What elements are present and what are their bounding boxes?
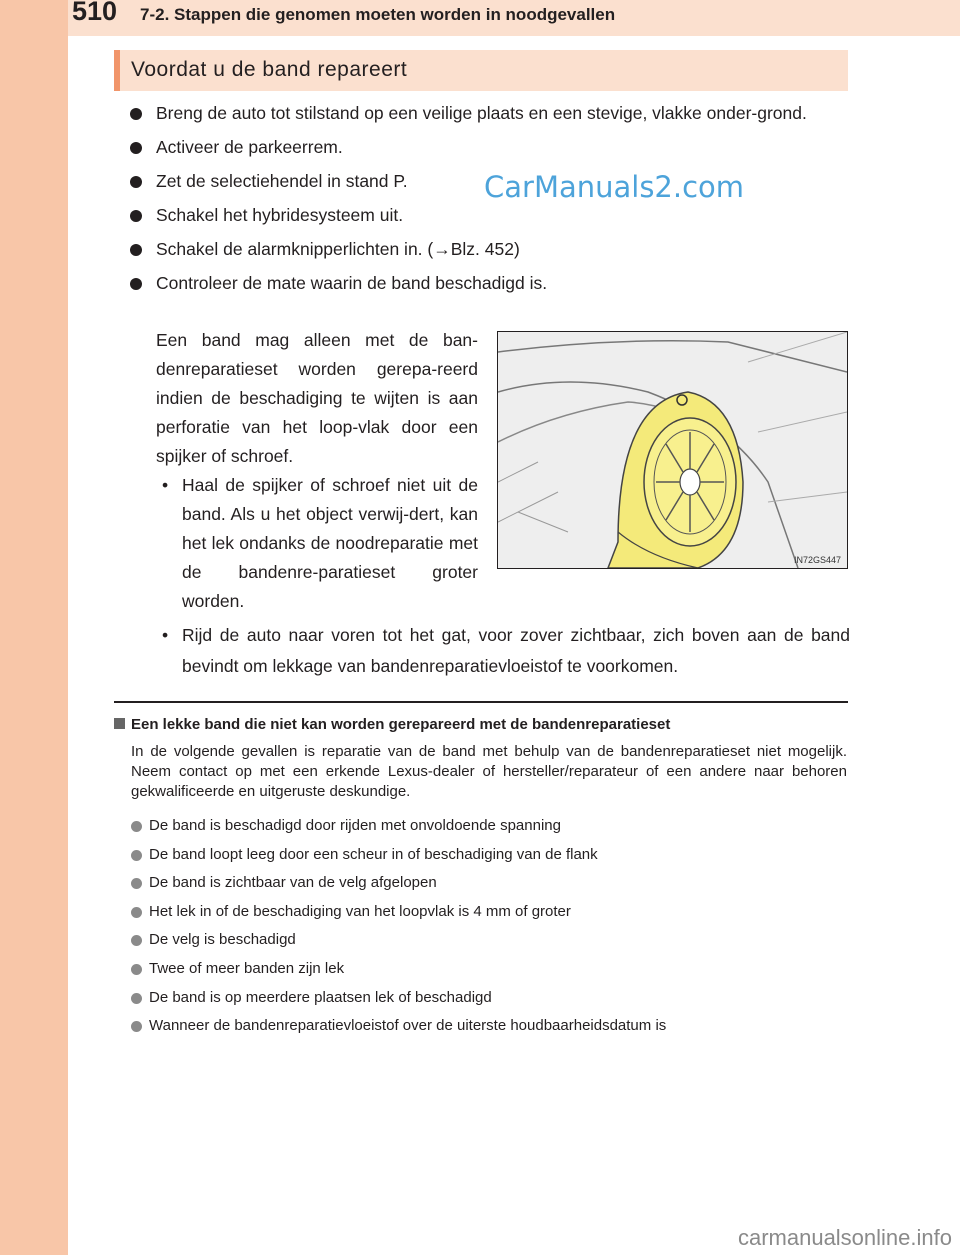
sub-bullet-mark: • (162, 625, 169, 645)
list-item-text: Breng de auto tot stilstand op een veilige plaats en een stevige, vlakke onder-grond. (156, 103, 807, 123)
list-item (131, 988, 847, 1008)
square-bullet-icon (114, 718, 125, 729)
list-item (131, 873, 847, 893)
bullet-dot-icon (131, 964, 142, 975)
damage-paragraph (156, 326, 478, 616)
chapter-title: 7-2. Stappen die genomen moeten worden in noodgevallen (140, 5, 616, 24)
footer-watermark[interactable]: carmanualsonline.info (737, 1225, 952, 1250)
list-item-text: De band is op meerdere plaatsen lek of beschadigd (149, 988, 492, 1006)
list-item-text: Controleer de mate waarin de band beschadigd is. (156, 273, 548, 293)
list-item (131, 1016, 847, 1036)
list-item-text: De band loopt leeg door een scheur in of beschadiging van de flank (149, 845, 598, 863)
section-title: Voordat u de band repareert (131, 58, 408, 81)
list-item-text: Wanneer de bandenreparatievloeistof over de uiterste houdbaarheidsdatum is (149, 1017, 667, 1035)
list-item-text: Schakel de alarmknipperlichten in. (→Blz. 452) (156, 239, 520, 259)
section-accent-bar (114, 50, 120, 91)
side-color-bar (0, 0, 68, 1255)
list-item (130, 234, 850, 264)
bullet-dot-icon (130, 278, 142, 290)
list-item-text: De band is zichtbaar van de velg afgelopen (149, 874, 437, 892)
list-item-text: Twee of meer banden zijn lek (149, 959, 345, 977)
bullet-dot-icon (130, 108, 142, 120)
list-item-text: Schakel het hybridesysteem uit. (156, 205, 404, 225)
list-item (131, 845, 847, 865)
bullet-dot-icon (131, 878, 142, 889)
list-item (131, 902, 847, 922)
list-item (130, 268, 850, 298)
bullet-dot-icon (131, 821, 142, 832)
bullet-dot-icon (130, 210, 142, 222)
list-item-text: Activeer de parkeerrem. (156, 137, 343, 157)
bullet-dot-icon (131, 935, 142, 946)
bullet-dot-icon (130, 244, 142, 256)
bullet-dot-icon (130, 176, 142, 188)
note-heading (114, 716, 670, 733)
paragraph-text: Een band mag alleen met de ban-denreparatieset worden gerepa-reerd indien de beschadiging te wijten is aan perforatie van het loop-vlak door een spijker of schroef. (156, 330, 478, 466)
sub-list-item-inner (156, 620, 850, 682)
bullet-dot-icon (131, 850, 142, 861)
sub-list-item-text: Rijd de auto naar voren tot het gat, voor zover zichtbaar, zich boven aan de band bevindt om lekkage van bandenreparatievloeistof te voorkomen. (182, 625, 850, 676)
watermark: CarManuals2.com (484, 170, 745, 204)
sub-list-item (156, 471, 478, 616)
car-wheel-icon (498, 332, 847, 568)
unrepairable-cases-list (131, 816, 847, 1045)
section-header (114, 50, 848, 91)
list-item (130, 132, 850, 162)
image-code: IN72GS447 (793, 555, 841, 565)
page-number: 510 (72, 0, 118, 26)
list-item (130, 200, 850, 230)
bullet-dot-icon (131, 907, 142, 918)
list-item-text: Het lek in of de beschadiging van het loopvlak is 4 mm of groter (149, 902, 571, 920)
bullet-dot-icon (131, 1021, 142, 1032)
note-heading-text: Een lekke band die niet kan worden gerepareerd met de bandenreparatieset (131, 716, 671, 733)
list-item-text: Zet de selectiehendel in stand P. (156, 171, 408, 191)
note-body: In de volgende gevallen is reparatie van de band met behulp van de bandenreparatieset niet mogelijk. Neem contact op met een erkende Lexus-dealer of hersteller/reparateur of een andere naar behoren gekwalificeerde en uitgeruste deskundige. (131, 743, 847, 800)
car-wheel-illustration (497, 331, 848, 569)
list-item (131, 816, 847, 836)
sub-bullet-mark: • (162, 475, 169, 495)
list-item-text: De band is beschadigd door rijden met onvoldoende spanning (149, 817, 561, 834)
list-item (130, 98, 850, 128)
bullet-dot-icon (130, 142, 142, 154)
section-divider (114, 701, 848, 703)
list-item (131, 930, 847, 950)
list-item (131, 959, 847, 979)
bullet-dot-icon (131, 993, 142, 1004)
sub-list-item (156, 620, 850, 682)
sub-list-item-text: Haal de spijker of schroef niet uit de band. Als u het object verwij-dert, kan het lek ondanks de noodreparatie met de bandenre-paratieset groter worden. (182, 475, 478, 611)
list-item-text: De velg is beschadigd (149, 931, 296, 949)
